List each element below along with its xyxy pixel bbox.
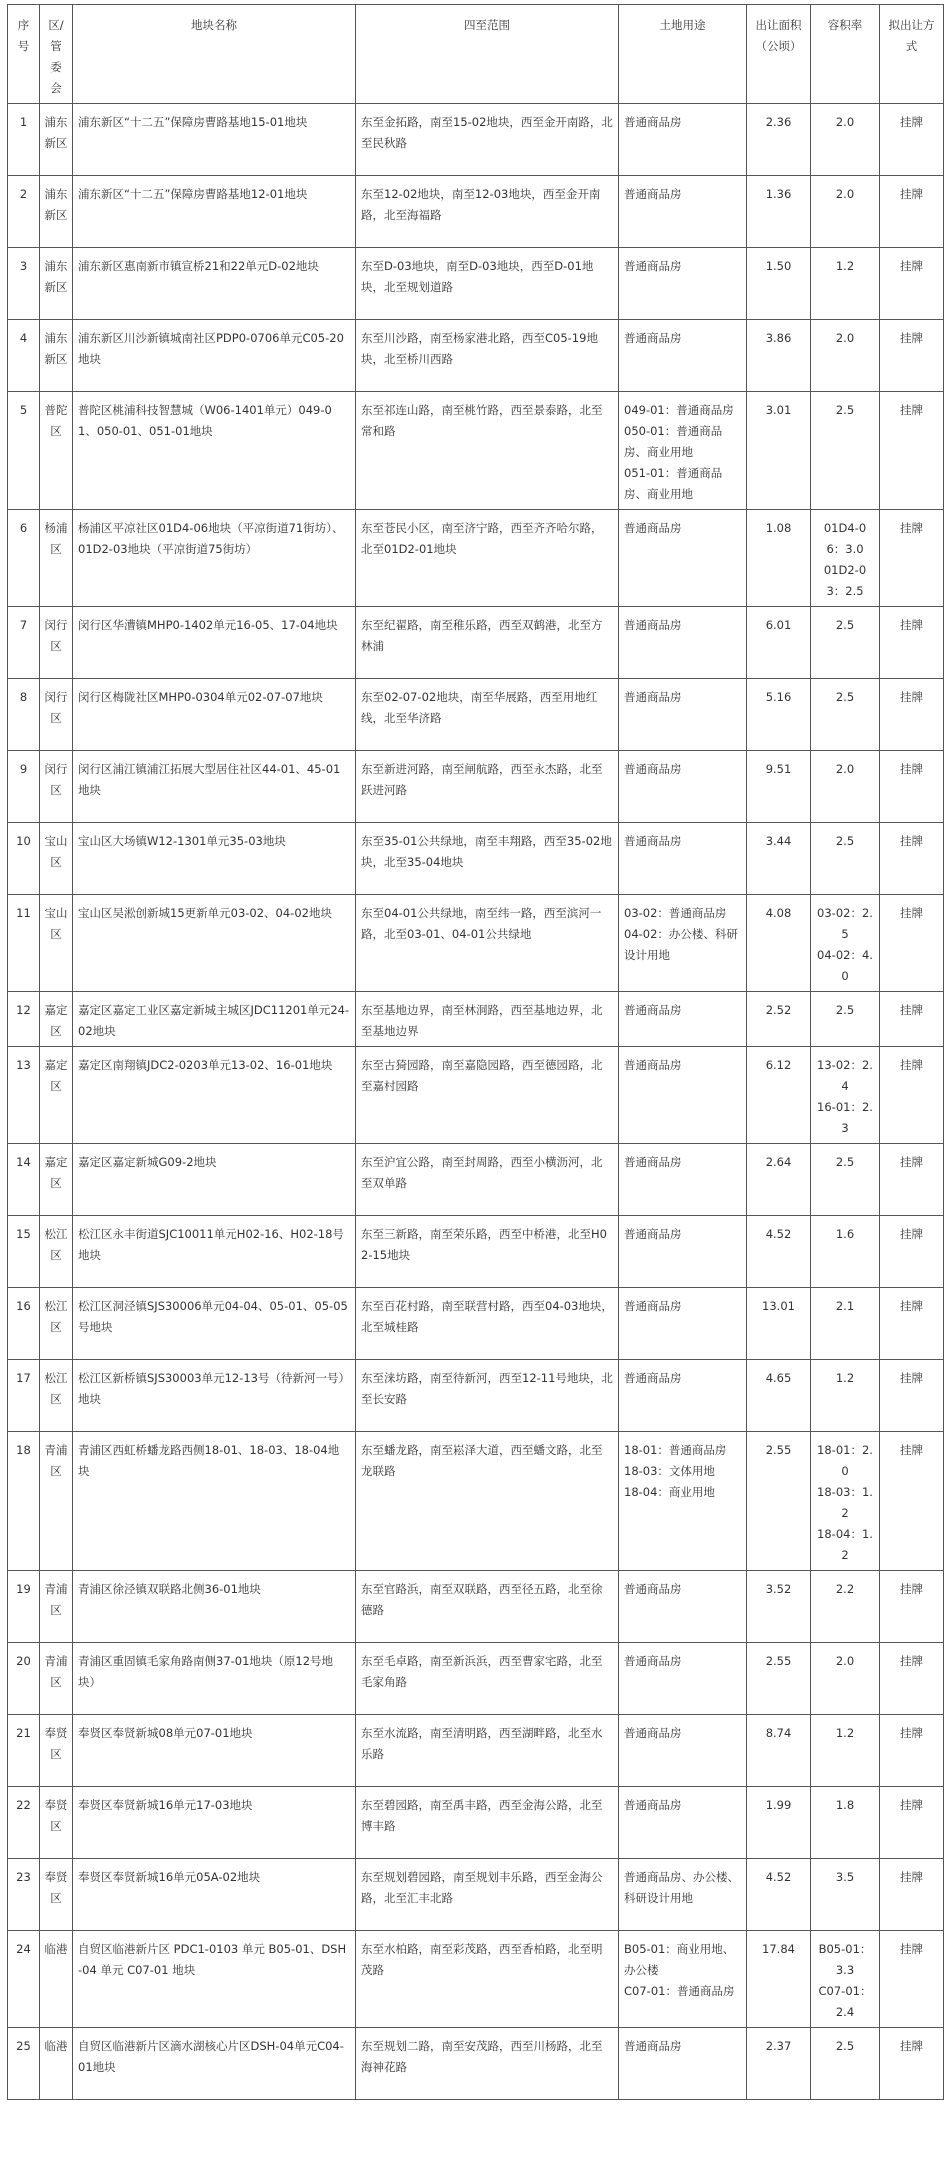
- cell-use: 普通商品房: [619, 1144, 747, 1216]
- cell-method: 挂牌: [880, 320, 944, 392]
- table-row: [8, 1859, 944, 1931]
- cell-no: 1: [8, 104, 40, 176]
- cell-district: 浦东新区: [40, 248, 73, 320]
- cell-bounds: 东至苍民小区，南至济宁路，西至齐齐哈尔路，北至01D2-01地块: [356, 510, 619, 607]
- cell-area: 6.12: [747, 1047, 811, 1144]
- cell-name: 松江区洞泾镇SJS30006单元04-04、05-01、05-05号地块: [73, 1288, 356, 1360]
- cell-no: 25: [8, 2028, 40, 2100]
- cell-name: 浦东新区“十二五”保障房曹路基地15-01地块: [73, 104, 356, 176]
- cell-method: 挂牌: [880, 1288, 944, 1360]
- cell-far: 2.0: [811, 320, 880, 392]
- cell-district: 青浦区: [40, 1432, 73, 1571]
- cell-district: 嘉定区: [40, 992, 73, 1047]
- cell-district: 闵行区: [40, 607, 73, 679]
- cell-name: 松江区新桥镇SJS30003单元12-13号（待新河一号）地块: [73, 1360, 356, 1432]
- cell-area: 17.84: [747, 1931, 811, 2028]
- cell-far: 03-02：2.5 04-02：4.0: [811, 895, 880, 992]
- cell-method: 挂牌: [880, 104, 944, 176]
- cell-bounds: 东至涞坊路，南至待新河，西至12-11号地块，北至长安路: [356, 1360, 619, 1432]
- cell-no: 22: [8, 1787, 40, 1859]
- cell-bounds: 东至碧园路，南至禹丰路，西至金海公路，北至博丰路: [356, 1787, 619, 1859]
- cell-method: 挂牌: [880, 1144, 944, 1216]
- cell-bounds: 东至04-01公共绿地，南至纬一路，西至滨河一路，北至03-01、04-01公共绿地: [356, 895, 619, 992]
- cell-area: 13.01: [747, 1288, 811, 1360]
- cell-method: 挂牌: [880, 248, 944, 320]
- table-row: [8, 992, 944, 1047]
- cell-no: 21: [8, 1715, 40, 1787]
- table-row: [8, 176, 944, 248]
- cell-use: 普通商品房: [619, 1047, 747, 1144]
- cell-use: 049-01：普通商品房 050-01：普通商品房、商业用地 051-01：普通商品房、商业用地: [619, 392, 747, 510]
- cell-district: 浦东新区: [40, 320, 73, 392]
- cell-far: 2.0: [811, 176, 880, 248]
- cell-no: 8: [8, 679, 40, 751]
- cell-area: 6.01: [747, 607, 811, 679]
- cell-district: 宝山区: [40, 895, 73, 992]
- cell-district: 浦东新区: [40, 176, 73, 248]
- cell-bounds: 东至蟠龙路，南至崧泽大道，西至蟠文路，北至龙联路: [356, 1432, 619, 1571]
- cell-far: B05-01：3.3 C07-01：2.4: [811, 1931, 880, 2028]
- cell-far: 1.8: [811, 1787, 880, 1859]
- cell-name: 宝山区大场镇W12-1301单元35-03地块: [73, 823, 356, 895]
- cell-area: 4.65: [747, 1360, 811, 1432]
- table-row: [8, 392, 944, 510]
- header-district: 区/管委会: [40, 5, 73, 104]
- cell-method: 挂牌: [880, 751, 944, 823]
- cell-bounds: 东至规划二路，南至安茂路，西至川杨路，北至海神花路: [356, 2028, 619, 2100]
- cell-use: 普通商品房: [619, 1288, 747, 1360]
- cell-no: 18: [8, 1432, 40, 1571]
- cell-bounds: 东至沪宜公路，南至封周路，西至小横沥河，北至双单路: [356, 1144, 619, 1216]
- cell-no: 14: [8, 1144, 40, 1216]
- table-row: [8, 104, 944, 176]
- cell-far: 1.6: [811, 1216, 880, 1288]
- cell-method: 挂牌: [880, 2028, 944, 2100]
- cell-area: 3.01: [747, 392, 811, 510]
- land-parcel-table: [7, 4, 944, 2100]
- cell-no: 19: [8, 1571, 40, 1643]
- cell-no: 10: [8, 823, 40, 895]
- cell-area: 8.74: [747, 1715, 811, 1787]
- cell-method: 挂牌: [880, 1216, 944, 1288]
- cell-bounds: 东至12-02地块，南至12-03地块，西至金开南路，北至海福路: [356, 176, 619, 248]
- cell-area: 2.52: [747, 992, 811, 1047]
- cell-far: 2.5: [811, 607, 880, 679]
- cell-far: 2.5: [811, 679, 880, 751]
- table-row: [8, 823, 944, 895]
- cell-name: 浦东新区“十二五”保障房曹路基地12-01地块: [73, 176, 356, 248]
- cell-name: 嘉定区嘉定新城G09-2地块: [73, 1144, 356, 1216]
- cell-no: 3: [8, 248, 40, 320]
- table-row: [8, 679, 944, 751]
- cell-name: 青浦区西虹桥蟠龙路西侧18-01、18-03、18-04地块: [73, 1432, 356, 1571]
- cell-method: 挂牌: [880, 392, 944, 510]
- table-row: [8, 1571, 944, 1643]
- cell-far: 2.5: [811, 392, 880, 510]
- cell-no: 20: [8, 1643, 40, 1715]
- cell-bounds: 东至三新路，南至荣乐路，西至中桥港，北至H02-15地块: [356, 1216, 619, 1288]
- table-row: [8, 320, 944, 392]
- cell-name: 闵行区浦江镇浦江拓展大型居住社区44-01、45-01地块: [73, 751, 356, 823]
- cell-bounds: 东至新进河路，南至闸航路，西至永杰路，北至跃进河路: [356, 751, 619, 823]
- cell-district: 松江区: [40, 1360, 73, 1432]
- cell-no: 4: [8, 320, 40, 392]
- table-row: [8, 1288, 944, 1360]
- cell-method: 挂牌: [880, 1643, 944, 1715]
- cell-use: 普通商品房: [619, 1216, 747, 1288]
- cell-method: 挂牌: [880, 1047, 944, 1144]
- table-row: [8, 1047, 944, 1144]
- cell-use: 普通商品房: [619, 104, 747, 176]
- cell-name: 宝山区吴淞创新城15更新单元03-02、04-02地块: [73, 895, 356, 992]
- cell-method: 挂牌: [880, 1432, 944, 1571]
- cell-name: 闵行区华漕镇MHP0-1402单元16-05、17-04地块: [73, 607, 356, 679]
- cell-name: 嘉定区嘉定工业区嘉定新城主城区JDC11201单元24-02地块: [73, 992, 356, 1047]
- table-row: [8, 751, 944, 823]
- cell-district: 松江区: [40, 1216, 73, 1288]
- cell-district: 闵行区: [40, 751, 73, 823]
- cell-use: 普通商品房、办公楼、科研设计用地: [619, 1859, 747, 1931]
- cell-method: 挂牌: [880, 992, 944, 1047]
- cell-no: 11: [8, 895, 40, 992]
- cell-bounds: 东至纪翟路，南至稚乐路，西至双鹤港，北至方林浦: [356, 607, 619, 679]
- cell-district: 嘉定区: [40, 1144, 73, 1216]
- cell-district: 临港: [40, 1931, 73, 2028]
- cell-use: 03-02：普通商品房 04-02：办公楼、科研设计用地: [619, 895, 747, 992]
- cell-bounds: 东至川沙路，南至杨家港北路，西至C05-19地块，北至桥川西路: [356, 320, 619, 392]
- cell-method: 挂牌: [880, 1931, 944, 2028]
- header-bounds: 四至范围: [356, 5, 619, 104]
- cell-use: 普通商品房: [619, 176, 747, 248]
- cell-bounds: 东至水流路，南至清明路，西至湖畔路，北至水乐路: [356, 1715, 619, 1787]
- table-row: [8, 607, 944, 679]
- header-far: 容积率: [811, 5, 880, 104]
- cell-area: 1.99: [747, 1787, 811, 1859]
- cell-no: 16: [8, 1288, 40, 1360]
- cell-area: 2.55: [747, 1643, 811, 1715]
- table-row: [8, 895, 944, 992]
- cell-bounds: 东至古猗园路，南至嘉隐园路，西至德园路，北至嘉村园路: [356, 1047, 619, 1144]
- cell-name: 奉贤区奉贤新城08单元07-01地块: [73, 1715, 356, 1787]
- cell-method: 挂牌: [880, 1571, 944, 1643]
- table-row: [8, 1931, 944, 2028]
- cell-bounds: 东至35-01公共绿地，南至丰翔路，西至35-02地块，北至35-04地块: [356, 823, 619, 895]
- cell-method: 挂牌: [880, 176, 944, 248]
- cell-area: 1.36: [747, 176, 811, 248]
- cell-no: 17: [8, 1360, 40, 1432]
- cell-area: 3.86: [747, 320, 811, 392]
- cell-district: 松江区: [40, 1288, 73, 1360]
- cell-bounds: 东至规划碧园路，南至规划丰乐路，西至金海公路，北至汇丰北路: [356, 1859, 619, 1931]
- cell-area: 5.16: [747, 679, 811, 751]
- cell-use: 普通商品房: [619, 248, 747, 320]
- cell-use: 普通商品房: [619, 510, 747, 607]
- cell-use: 普通商品房: [619, 992, 747, 1047]
- cell-bounds: 东至水柏路，南至彩茂路，西至香柏路，北至明茂路: [356, 1931, 619, 2028]
- table-row: [8, 1432, 944, 1571]
- cell-name: 青浦区徐泾镇双联路北侧36-01地块: [73, 1571, 356, 1643]
- cell-name: 青浦区重固镇毛家角路南侧37-01地块（原12号地块）: [73, 1643, 356, 1715]
- table-row: [8, 248, 944, 320]
- cell-far: 2.5: [811, 823, 880, 895]
- cell-method: 挂牌: [880, 1715, 944, 1787]
- cell-method: 挂牌: [880, 823, 944, 895]
- cell-far: 1.2: [811, 1715, 880, 1787]
- cell-area: 2.55: [747, 1432, 811, 1571]
- cell-bounds: 东至D-03地块，南至D-03地块，西至D-01地块，北至规划道路: [356, 248, 619, 320]
- cell-far: 2.0: [811, 751, 880, 823]
- cell-far: 2.5: [811, 2028, 880, 2100]
- table-row: [8, 1715, 944, 1787]
- header-area: 出让面积（公顷）: [747, 5, 811, 104]
- cell-name: 嘉定区南翔镇JDC2-0203单元13-02、16-01地块: [73, 1047, 356, 1144]
- cell-use: 普通商品房: [619, 1360, 747, 1432]
- table-header-row: [8, 5, 944, 104]
- cell-use: 普通商品房: [619, 320, 747, 392]
- cell-use: B05-01：商业用地、办公楼 C07-01：普通商品房: [619, 1931, 747, 2028]
- cell-name: 杨浦区平凉社区01D4-06地块（平凉街道71街坊）、01D2-03地块（平凉街道75街坊）: [73, 510, 356, 607]
- cell-method: 挂牌: [880, 895, 944, 992]
- cell-area: 2.36: [747, 104, 811, 176]
- cell-area: 2.64: [747, 1144, 811, 1216]
- cell-name: 普陀区桃浦科技智慧城（W06-1401单元）049-01、050-01、051-01地块: [73, 392, 356, 510]
- cell-use: 普通商品房: [619, 1787, 747, 1859]
- cell-method: 挂牌: [880, 510, 944, 607]
- cell-no: 7: [8, 607, 40, 679]
- cell-use: 普通商品房: [619, 607, 747, 679]
- cell-use: 普通商品房: [619, 1715, 747, 1787]
- cell-area: 4.08: [747, 895, 811, 992]
- cell-use: 18-01：普通商品房 18-03：文体用地 18-04：商业用地: [619, 1432, 747, 1571]
- table-row: [8, 1360, 944, 1432]
- cell-far: 1.2: [811, 1360, 880, 1432]
- header-use: 土地用途: [619, 5, 747, 104]
- cell-name: 浦东新区川沙新镇城南社区PDP0-0706单元C05-20地块: [73, 320, 356, 392]
- table-row: [8, 1787, 944, 1859]
- cell-name: 奉贤区奉贤新城16单元17-03地块: [73, 1787, 356, 1859]
- table-row: [8, 510, 944, 607]
- cell-name: 自贸区临港新片区滴水湖核心片区DSH-04单元C04-01地块: [73, 2028, 356, 2100]
- cell-area: 1.50: [747, 248, 811, 320]
- cell-area: 4.52: [747, 1859, 811, 1931]
- cell-far: 2.1: [811, 1288, 880, 1360]
- cell-far: 2.5: [811, 1144, 880, 1216]
- cell-area: 4.52: [747, 1216, 811, 1288]
- cell-method: 挂牌: [880, 1787, 944, 1859]
- cell-far: 2.5: [811, 992, 880, 1047]
- cell-name: 奉贤区奉贤新城16单元05A-02地块: [73, 1859, 356, 1931]
- cell-method: 挂牌: [880, 607, 944, 679]
- cell-bounds: 东至毛卓路，南至新浜浜，西至曹家宅路，北至毛家角路: [356, 1643, 619, 1715]
- cell-name: 自贸区临港新片区 PDC1-0103 单元 B05-01、DSH-04 单元 C07-01 地块: [73, 1931, 356, 2028]
- table-row: [8, 1216, 944, 1288]
- cell-name: 浦东新区惠南新市镇宣桥21和22单元D-02地块: [73, 248, 356, 320]
- cell-far: 3.5: [811, 1859, 880, 1931]
- cell-district: 奉贤区: [40, 1715, 73, 1787]
- cell-district: 杨浦区: [40, 510, 73, 607]
- cell-district: 普陀区: [40, 392, 73, 510]
- cell-far: 13-02：2.4 16-01：2.3: [811, 1047, 880, 1144]
- cell-no: 9: [8, 751, 40, 823]
- cell-area: 2.37: [747, 2028, 811, 2100]
- cell-use: 普通商品房: [619, 1643, 747, 1715]
- cell-bounds: 东至金拓路，南至15-02地块，西至金开南路，北至民秋路: [356, 104, 619, 176]
- cell-district: 奉贤区: [40, 1859, 73, 1931]
- cell-district: 宝山区: [40, 823, 73, 895]
- cell-far: 18-01：2.0 18-03：1.2 18-04：1.2: [811, 1432, 880, 1571]
- cell-use: 普通商品房: [619, 823, 747, 895]
- table-row: [8, 1643, 944, 1715]
- table-row: [8, 2028, 944, 2100]
- cell-method: 挂牌: [880, 1360, 944, 1432]
- cell-district: 奉贤区: [40, 1787, 73, 1859]
- cell-far: 2.2: [811, 1571, 880, 1643]
- cell-far: 01D4-06：3.0 01D2-03：2.5: [811, 510, 880, 607]
- cell-area: 1.08: [747, 510, 811, 607]
- header-no: 序号: [8, 5, 40, 104]
- cell-district: 浦东新区: [40, 104, 73, 176]
- cell-method: 挂牌: [880, 679, 944, 751]
- cell-area: 9.51: [747, 751, 811, 823]
- cell-use: 普通商品房: [619, 679, 747, 751]
- cell-bounds: 东至百花村路，南至联营村路，西至04-03地块，北至城桂路: [356, 1288, 619, 1360]
- cell-bounds: 东至基地边界，南至林洞路，西至基地边界，北至基地边界: [356, 992, 619, 1047]
- cell-no: 2: [8, 176, 40, 248]
- cell-far: 2.0: [811, 1643, 880, 1715]
- cell-area: 3.44: [747, 823, 811, 895]
- cell-no: 5: [8, 392, 40, 510]
- header-name: 地块名称: [73, 5, 356, 104]
- cell-no: 13: [8, 1047, 40, 1144]
- cell-name: 松江区永丰街道SJC10011单元H02-16、H02-18号地块: [73, 1216, 356, 1288]
- cell-no: 23: [8, 1859, 40, 1931]
- cell-use: 普通商品房: [619, 751, 747, 823]
- header-method: 拟出让方式: [880, 5, 944, 104]
- cell-far: 1.2: [811, 248, 880, 320]
- cell-no: 24: [8, 1931, 40, 2028]
- cell-district: 青浦区: [40, 1643, 73, 1715]
- cell-district: 嘉定区: [40, 1047, 73, 1144]
- cell-district: 临港: [40, 2028, 73, 2100]
- cell-far: 2.0: [811, 104, 880, 176]
- table-row: [8, 1144, 944, 1216]
- cell-bounds: 东至官路浜，南至双联路，西至径五路，北至徐德路: [356, 1571, 619, 1643]
- cell-district: 青浦区: [40, 1571, 73, 1643]
- cell-bounds: 东至02-07-02地块，南至华展路，西至用地红线，北至华济路: [356, 679, 619, 751]
- cell-bounds: 东至祁连山路，南至桃竹路，西至景泰路，北至常和路: [356, 392, 619, 510]
- cell-district: 闵行区: [40, 679, 73, 751]
- cell-area: 3.52: [747, 1571, 811, 1643]
- cell-no: 6: [8, 510, 40, 607]
- cell-method: 挂牌: [880, 1859, 944, 1931]
- cell-use: 普通商品房: [619, 2028, 747, 2100]
- cell-use: 普通商品房: [619, 1571, 747, 1643]
- cell-no: 12: [8, 992, 40, 1047]
- cell-name: 闵行区梅陇社区MHP0-0304单元02-07-07地块: [73, 679, 356, 751]
- cell-no: 15: [8, 1216, 40, 1288]
